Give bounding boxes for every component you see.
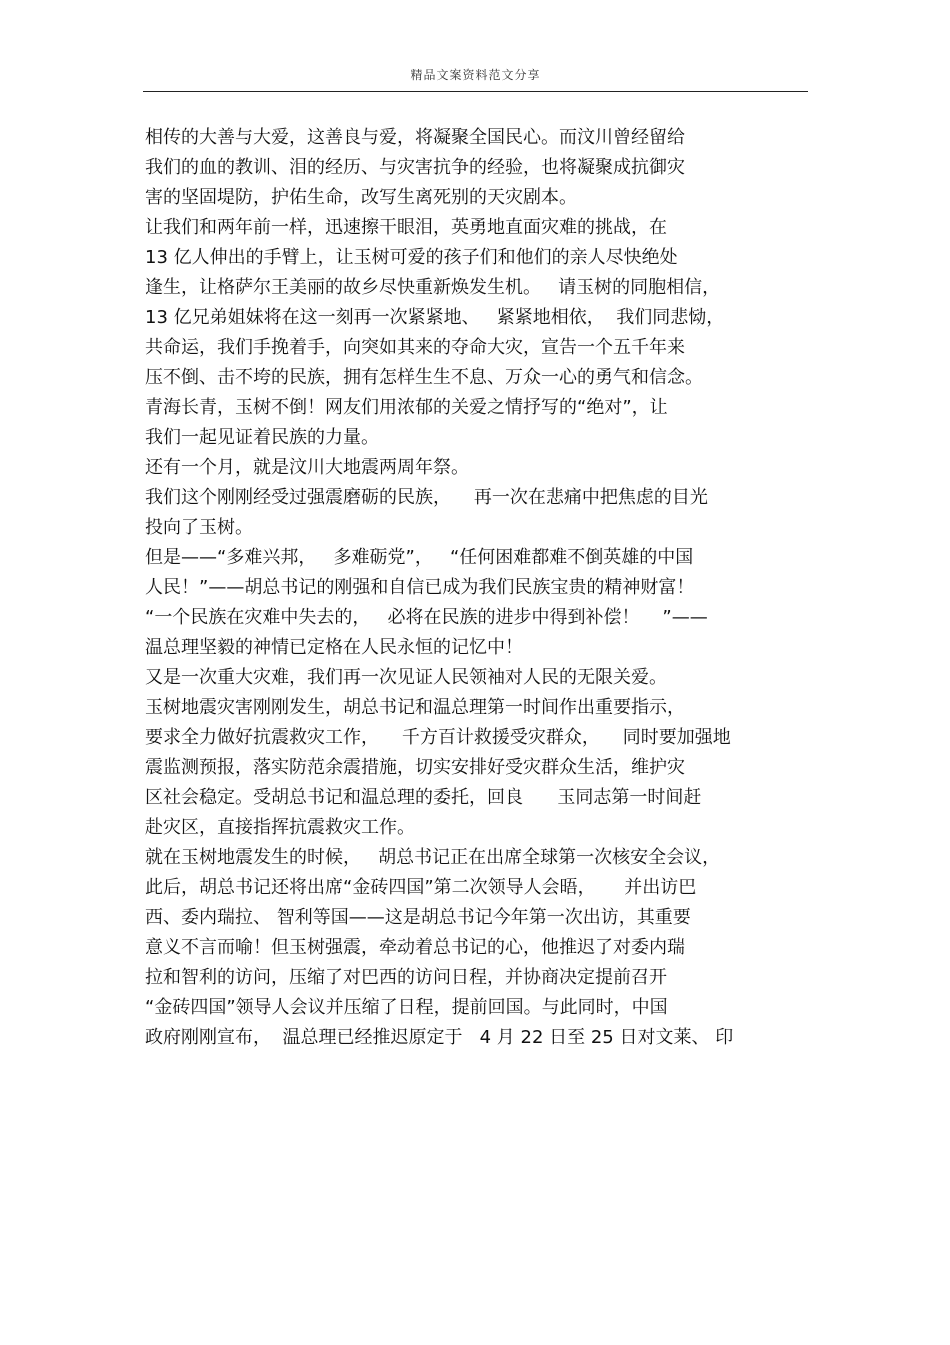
text-line: 我们一起见证着民族的力量。 (145, 427, 379, 448)
text-line: 区社会稳定。受胡总书记和温总理的委托，回良 玉同志第一时间赶 (145, 787, 702, 808)
text-line: “金砖四国”领导人会议并压缩了日程，提前回国。与此同时，中国 (145, 997, 668, 1018)
text-line: 玉树地震灾害刚刚发生，胡总书记和温总理第一时间作出重要指示， (145, 697, 685, 718)
text-line: 相传的大善与大爱，这善良与爱，将凝聚全国民心。而汶川曾经留给 (145, 127, 685, 148)
text-line: 投向了玉树。 (145, 517, 253, 538)
text-line: 此后，胡总书记还将出席“金砖四国”第二次领导人会晤， 并出访巴 (145, 877, 697, 898)
text-line: 人民！”——胡总书记的刚强和自信已成为我们民族宝贵的精神财富！ (145, 577, 695, 598)
text-line: 共命运，我们手挽着手，向突如其来的夺命大灾，宣告一个五千年来 (145, 337, 685, 358)
text-line: 压不倒、击不垮的民族，拥有怎样生生不息、万众一心的勇气和信念。 (145, 367, 703, 388)
text-line: 拉和智利的访问，压缩了对巴西的访问日程，并协商决定提前召开 (145, 967, 667, 988)
text-line: 我们这个刚刚经受过强震磨砺的民族， 再一次在悲痛中把焦虑的目光 (145, 487, 708, 508)
body-text (145, 123, 810, 1053)
text-line: 让我们和两年前一样，迅速擦干眼泪，英勇地直面灾难的挑战，在 (145, 217, 667, 238)
text-line: 西、委内瑞拉、 智利等国——这是胡总书记今年第一次出访，其重要 (145, 907, 691, 928)
text-line: 青海长青，玉树不倒！网友们用浓郁的关爱之情抒写的“绝对”，让 (145, 397, 668, 418)
text-line: 又是一次重大灾难，我们再一次见证人民领袖对人民的无限关爱。 (145, 667, 667, 688)
text-line: 害的坚固堤防，护佑生命，改写生离死别的天灾剧本。 (145, 187, 577, 208)
text-line: 13 亿人伸出的手臂上，让玉树可爱的孩子们和他们的亲人尽快绝处 (145, 247, 678, 268)
text-line: 震监测预报，落实防范余震措施，切实安排好受灾群众生活，维护灾 (145, 757, 685, 778)
text-line: 还有一个月，就是汶川大地震两周年祭。 (145, 457, 469, 478)
text-line: 13 亿兄弟姐妹将在这一刻再一次紧紧地、 紧紧地相依， 我们同悲恸， (145, 307, 725, 328)
text-line: 就在玉树地震发生的时候， 胡总书记正在出席全球第一次核安全会议， (145, 847, 721, 868)
page-header: 精品文案资料范文分享 (410, 68, 541, 82)
text-line: “一个民族在灾难中失去的， 必将在民族的进步中得到补偿！ ”—— (145, 607, 708, 628)
text-line: 赴灾区，直接指挥抗震救灾工作。 (145, 817, 415, 838)
text-line: 意义不言而喻！但玉树强震，牵动着总书记的心，他推迟了对委内瑞 (145, 937, 685, 958)
text-line: 政府刚刚宣布， 温总理已经推迟原定于 4 月 22 日至 25 日对文莱、 印 (145, 1027, 734, 1048)
text-line: 逢生，让格萨尔王美丽的故乡尽快重新焕发生机。 请玉树的同胞相信， (145, 277, 721, 298)
text-line: 但是——“多难兴邦， 多难砺党”， “任何困难都难不倒英雄的中国 (145, 547, 694, 568)
header-divider (143, 91, 808, 92)
text-line: 我们的血的教训、泪的经历、与灾害抗争的经验，也将凝聚成抗御灾 (145, 157, 685, 178)
text-line: 要求全力做好抗震救灾工作， 千方百计救援受灾群众， 同时要加强地 (145, 727, 731, 748)
text-line: 温总理坚毅的神情已定格在人民永恒的记忆中！ (145, 637, 523, 658)
